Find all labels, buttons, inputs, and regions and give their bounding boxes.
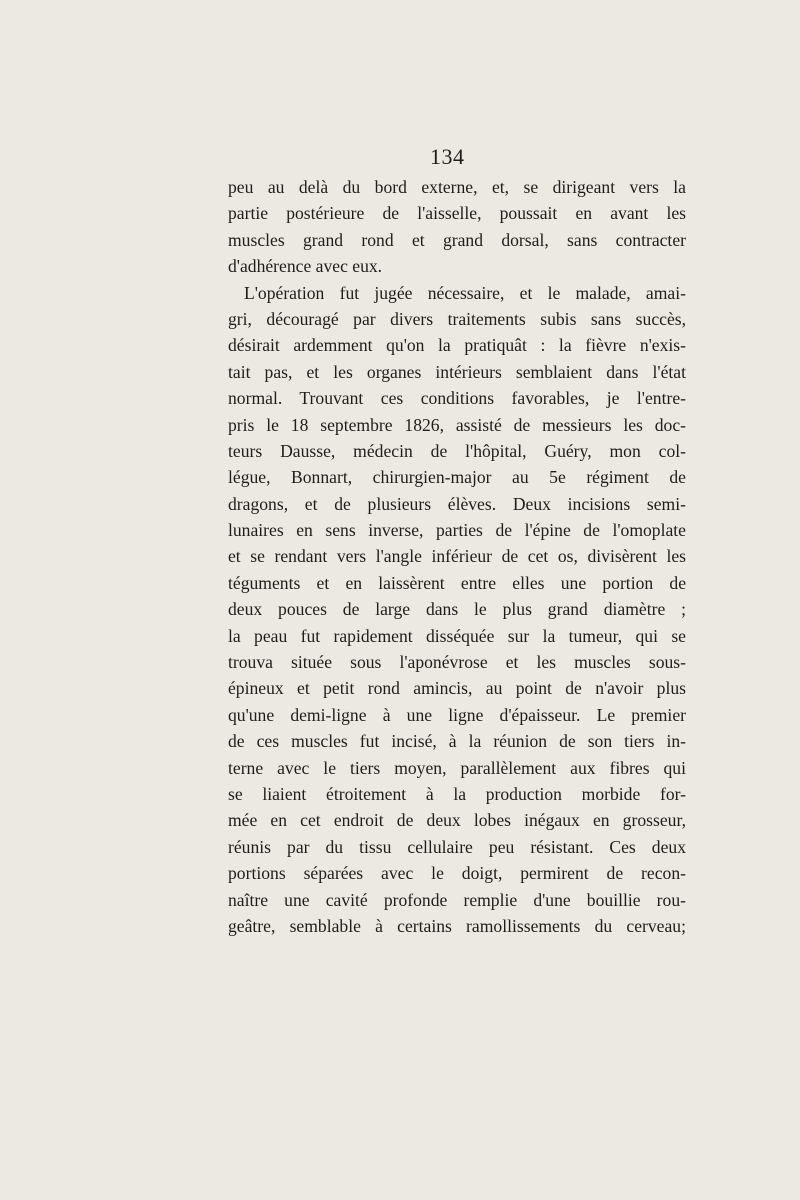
- text-line: téguments et en laissèrent entre elles une portion de: [228, 572, 686, 593]
- text-line: et se rendant vers l'angle inférieur de cet os, divisèrent les: [228, 546, 686, 567]
- text-line: teurs Dausse, médecin de l'hôpital, Guéry, mon col-: [228, 440, 686, 461]
- text-line: tait pas, et les organes intérieurs semblaient dans l'état: [228, 361, 686, 382]
- text-line: terne avec le tiers moyen, parallèlement aux fibres qui: [228, 757, 686, 778]
- text-line: se liaient étroitement à la production morbide for-: [228, 783, 686, 804]
- text-line: deux pouces de large dans le plus grand diamètre ;: [228, 599, 686, 620]
- text-line: portions séparées avec le doigt, permirent de recon-: [228, 863, 686, 884]
- text-line: de ces muscles fut incisé, à la réunion de son tiers in-: [228, 731, 686, 752]
- text-line: réunis par du tissu cellulaire peu résistant. Ces deux: [228, 836, 686, 857]
- paragraph-start-line: L'opération fut jugée nécessaire, et le malade, amai-: [244, 282, 686, 303]
- text-line: mée en cet endroit de deux lobes inégaux en grosseur,: [228, 810, 686, 831]
- text-line: légue, Bonnart, chirurgien-major au 5e régiment de: [228, 467, 686, 488]
- text-line: la peau fut rapidement disséquée sur la tumeur, qui se: [228, 625, 686, 646]
- page-number: 134: [430, 144, 465, 169]
- text-line: lunaires en sens inverse, parties de l'épine de l'omoplate: [228, 520, 686, 541]
- text-line: épineux et petit rond amincis, au point de n'avoir plus: [228, 678, 686, 699]
- text-line: normal. Trouvant ces conditions favorables, je l'entre-: [228, 388, 686, 409]
- text-line: d'adhérence avec eux.: [228, 256, 383, 277]
- text-line: geâtre, semblable à certains ramollissements du cerveau;: [228, 915, 686, 936]
- body-text: [228, 174, 686, 939]
- text-line: trouva située sous l'aponévrose et les muscles sous-: [228, 652, 686, 673]
- text-line: partie postérieure de l'aisselle, poussait en avant les: [228, 203, 686, 224]
- text-line: muscles grand rond et grand dorsal, sans contracter: [228, 229, 686, 250]
- text-line: pris le 18 septembre 1826, assisté de messieurs les doc-: [228, 414, 686, 435]
- text-line: désirait ardemment qu'on la pratiquât : la fièvre n'exis-: [228, 335, 686, 356]
- text-line: naître une cavité profonde remplie d'une bouillie rou-: [228, 889, 686, 910]
- text-line: peu au delà du bord externe, et, se dirigeant vers la: [228, 177, 686, 197]
- text-line: qu'une demi-ligne à une ligne d'épaisseur. Le premier: [228, 704, 686, 725]
- text-line: gri, découragé par divers traitements subis sans succès,: [228, 308, 686, 329]
- text-line: dragons, et de plusieurs élèves. Deux incisions semi-: [228, 493, 686, 514]
